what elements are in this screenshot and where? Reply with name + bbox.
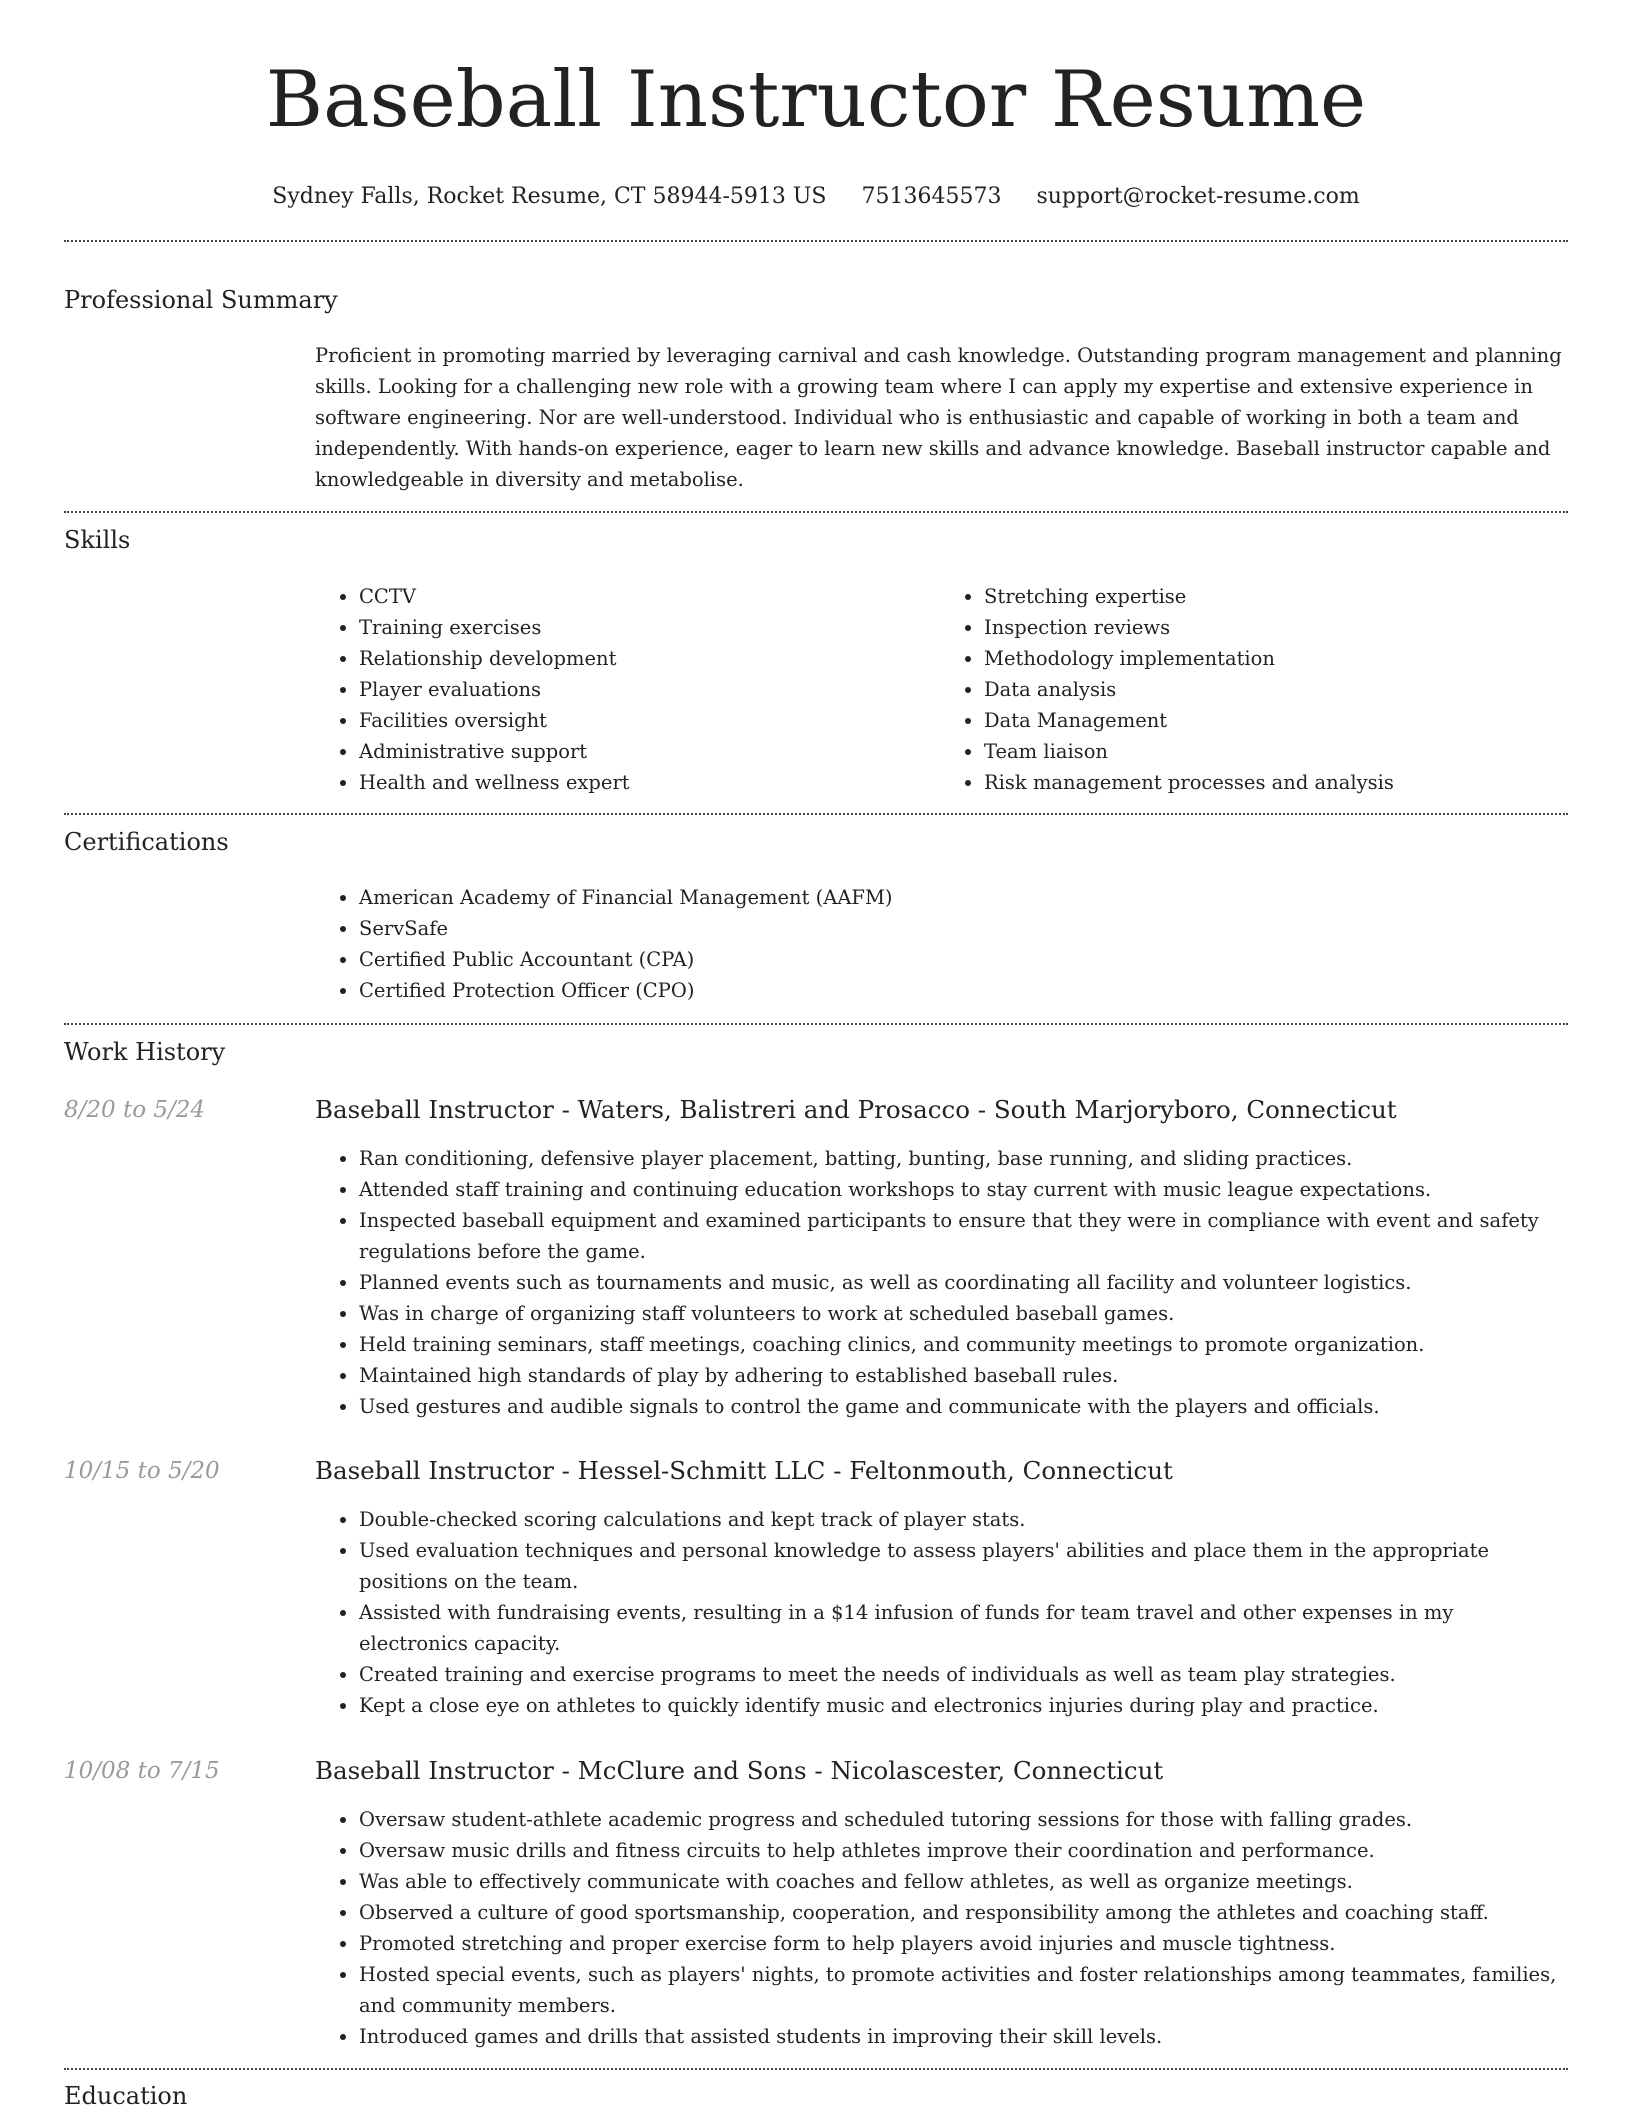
divider — [64, 813, 1568, 815]
skill-item: • Methodology implementation — [984, 643, 1565, 674]
section-title-education: Education — [64, 2082, 188, 2110]
job-heading: Baseball Instructor - Waters, Balistreri and Prosacco - South Marjoryboro, Connecticut — [315, 1095, 1397, 1124]
job-bullet: • Promoted stretching and proper exercise form to help players avoid injuries and muscle tightness. — [359, 1928, 1565, 1959]
skill-item: • Training exercises — [359, 612, 940, 643]
job-dates: 10/08 to 7/15 — [64, 1758, 220, 1784]
skill-item: • Data Management — [984, 705, 1565, 736]
summary-block — [315, 340, 1565, 495]
skill-item: • Stretching expertise — [984, 581, 1565, 612]
job-bullet: • Kept a close eye on athletes to quickly identify music and electronics injuries during play and practice. — [359, 1690, 1565, 1721]
job-bullet: • Used evaluation techniques and personal knowledge to assess players' abilities and place them in the appropriate positions on the team. — [359, 1535, 1565, 1597]
job-bullet: • Hosted special events, such as players' nights, to promote activities and foster relationships among teammates, families, and community members. — [359, 1959, 1565, 2021]
job-bullet: • Planned events such as tournaments and music, as well as coordinating all facility and volunteer logistics. — [359, 1267, 1565, 1298]
certifications-list — [315, 882, 1565, 1006]
job-bullet: • Ran conditioning, defensive player placement, batting, bunting, base running, and sliding practices. — [359, 1143, 1565, 1174]
section-title-certifications: Certifications — [64, 828, 229, 856]
skill-item: • Facilities oversight — [359, 705, 940, 736]
job-bullets — [315, 1804, 1565, 2052]
job-bullet: • Created training and exercise programs to meet the needs of individuals as well as team play strategies. — [359, 1659, 1565, 1690]
certification-item: • Certified Protection Officer (CPO) — [359, 975, 1565, 1006]
contact-line — [0, 182, 1632, 212]
job-bullet: • Assisted with fundraising events, resulting in a $14 infusion of funds for team travel and other expenses in my electronics capacity. — [359, 1597, 1565, 1659]
skill-item: • Risk management processes and analysis — [984, 767, 1565, 798]
job-bullets — [315, 1143, 1565, 1422]
section-title-summary: Professional Summary — [64, 286, 338, 314]
skill-item: • CCTV — [359, 581, 940, 612]
skills-block — [315, 581, 1565, 798]
skill-item: • Inspection reviews — [984, 612, 1565, 643]
job-bullet: • Used gestures and audible signals to control the game and communicate with the players and officials. — [359, 1391, 1565, 1422]
skill-item: • Data analysis — [984, 674, 1565, 705]
resume-title: Baseball Instructor Resume — [265, 55, 1367, 145]
summary-text: Proficient in promoting married by leveraging carnival and cash knowledge. Outstanding program management and planning skills. Looking for a challenging new role with a growing team where I can apply my expertise and extensive experience in software engineering. Nor are well-understood. Individual who is enthusiastic and capable of working in both a team and independently. With hands-on experience, eager to learn new skills and advance knowledge. Baseball instructor capable and knowledgeable in diversity and metabolise. — [315, 344, 1562, 491]
skills-list-right — [940, 581, 1565, 798]
job-bullets-block — [315, 1804, 1565, 2052]
job-bullet: • Held training seminars, staff meetings, coaching clinics, and community meetings to promote organization. — [359, 1329, 1565, 1360]
section-title-skills: Skills — [64, 526, 131, 554]
certifications-block — [315, 882, 1565, 1006]
divider — [64, 240, 1568, 242]
skills-list-left — [315, 581, 940, 798]
skill-item: • Administrative support — [359, 736, 940, 767]
job-bullet: • Observed a culture of good sportsmanship, cooperation, and responsibility among the athletes and coaching staff. — [359, 1897, 1565, 1928]
job-dates: 10/15 to 5/20 — [64, 1458, 220, 1484]
job-bullets-block — [315, 1504, 1565, 1721]
divider — [64, 511, 1568, 513]
job-bullets — [315, 1504, 1565, 1721]
contact-phone: 7513645573 — [861, 184, 1002, 209]
divider — [64, 1023, 1568, 1025]
certification-item: • Certified Public Accountant (CPA) — [359, 944, 1565, 975]
job-bullet: • Inspected baseball equipment and examined participants to ensure that they were in compliance with event and safety regulations before the game. — [359, 1205, 1565, 1267]
skill-item: • Health and wellness expert — [359, 767, 940, 798]
job-bullet: • Oversaw music drills and fitness circuits to help athletes improve their coordination and performance. — [359, 1835, 1565, 1866]
job-dates: 8/20 to 5/24 — [64, 1097, 206, 1123]
job-bullet: • Was able to effectively communicate with coaches and fellow athletes, as well as organize meetings. — [359, 1866, 1565, 1897]
job-bullet: • Double-checked scoring calculations and kept track of player stats. — [359, 1504, 1565, 1535]
job-bullet: • Attended staff training and continuing education workshops to stay current with music league expectations. — [359, 1174, 1565, 1205]
job-bullets-block — [315, 1143, 1565, 1422]
job-heading: Baseball Instructor - McClure and Sons - Nicolascester, Connecticut — [315, 1756, 1164, 1785]
contact-email: support@rocket-resume.com — [1036, 184, 1360, 209]
job-bullet: • Was in charge of organizing staff volunteers to work at scheduled baseball games. — [359, 1298, 1565, 1329]
skill-item: • Relationship development — [359, 643, 940, 674]
section-title-work-history: Work History — [64, 1038, 226, 1066]
job-heading: Baseball Instructor - Hessel-Schmitt LLC - Feltonmouth, Connecticut — [315, 1456, 1173, 1485]
job-bullet: • Introduced games and drills that assisted students in improving their skill levels. — [359, 2021, 1565, 2052]
divider — [64, 2068, 1568, 2070]
skill-item: • Team liaison — [984, 736, 1565, 767]
skill-item: • Player evaluations — [359, 674, 940, 705]
certification-item: • American Academy of Financial Management (AAFM) — [359, 882, 1565, 913]
certification-item: • ServSafe — [359, 913, 1565, 944]
job-bullet: • Maintained high standards of play by adhering to established baseball rules. — [359, 1360, 1565, 1391]
contact-address: Sydney Falls, Rocket Resume, CT 58944-5913 US — [272, 184, 827, 209]
job-bullet: • Oversaw student-athlete academic progress and scheduled tutoring sessions for those with falling grades. — [359, 1804, 1565, 1835]
